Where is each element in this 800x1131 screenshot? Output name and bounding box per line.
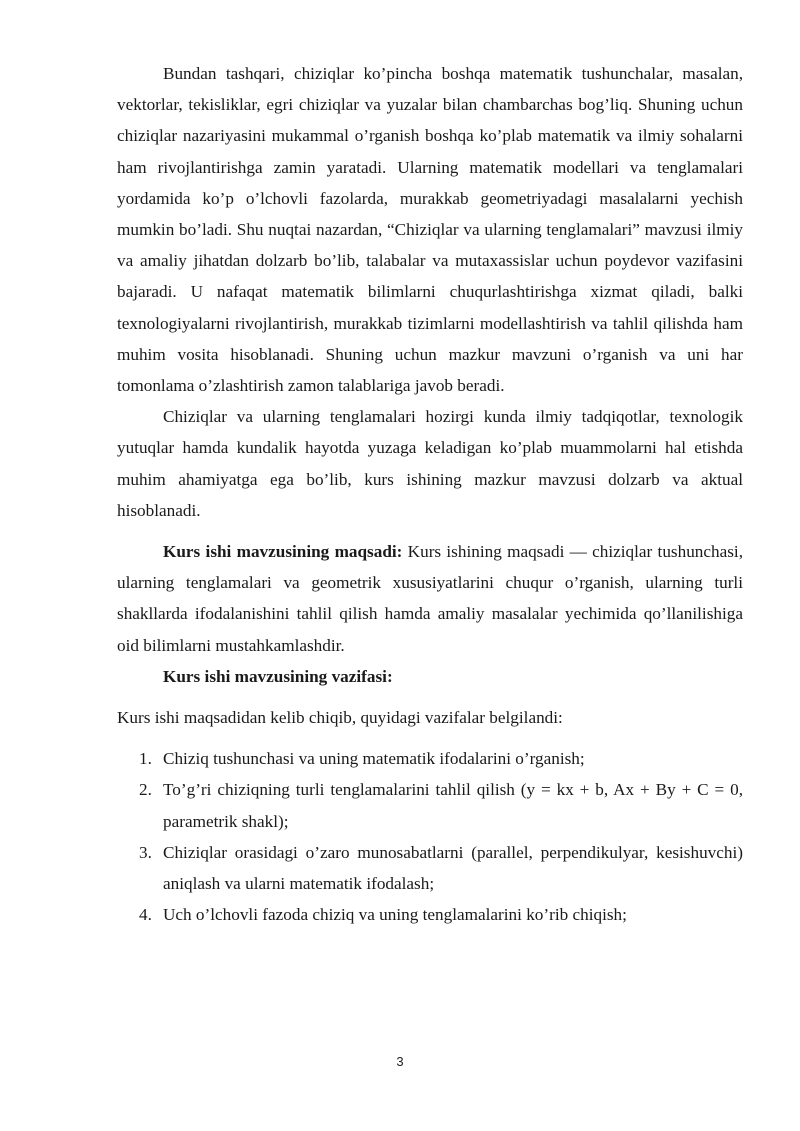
list-item — [117, 837, 743, 899]
tasks-heading: Kurs ishi mavzusining vazifasi: — [163, 666, 393, 686]
list-item-text: Chiziq tushunchasi va uning matematik ifodalarini o’rganish; — [163, 749, 585, 769]
paragraph-intro: Bundan tashqari, chiziqlar ko’pincha boshqa matematik tushunchalar, masalan, vektorlar, tekisliklar, egri chiziqlar va yuzalar bilan chambarchas bog’liq. Shuning uchun chiziqlar nazariyasini mukammal o’rganish boshqa ko’plab matematik va ilmiy sohalarni ham rivojlantirishga zamin yaratadi. Ularning matematik modellari va tenglamalari yordamida ko’p o’lchovli fazolarda, murakkab geometriyadagi masalalarni yechish mumkin bo’ladi. Shu nuqtai nazardan, “Chiziqlar va ularning tenglamalari” mavzusi ilmiy va amaliy jihatdan dolzarb bo’lib, talabalar va mutaxassislar uchun poydevor vazifasini bajaradi. U nafaqat matematik bilimlarni chuqurlashtirishga xizmat qiladi, balki texnologiyalarni rivojlantirish, murakkab tizimlarni modellashtirish va tahlil qilishda ham muhim vosita hisoblanadi. Shuning uchun mazkur mavzuni o’rganish va uni har tomonlama o’zlashtirish zamon talablariga javob beradi. — [117, 64, 743, 396]
page-number: 3 — [396, 1054, 404, 1069]
list-item — [117, 774, 743, 836]
list-item — [117, 899, 743, 930]
list-item-number: 3. — [139, 842, 152, 862]
list-item — [117, 743, 743, 774]
tasks-list — [117, 743, 743, 930]
list-item-text: To’g’ri chiziqning turli tenglamalarini tahlil qilish (y = kx + b, Ax + By + C = 0, parametrik shakl); — [163, 780, 743, 831]
list-item-number: 2. — [139, 780, 152, 800]
list-item-text: Uch o’lchovli fazoda chiziq va uning tenglamalarini ko’rib chiqish; — [163, 905, 627, 925]
paragraph-goal — [117, 536, 743, 661]
goal-label: Kurs ishi mavzusining maqsadi: — [163, 542, 403, 562]
tasks-intro: Kurs ishi maqsadidan kelib chiqib, quyidagi vazifalar belgilandi: — [117, 708, 563, 728]
list-item-number: 4. — [139, 905, 152, 925]
list-item-text: Chiziqlar orasidagi o’zaro munosabatlarni (parallel, perpendikulyar, kesishuvchi) aniqlash va ularni matematik ifodalash; — [163, 842, 743, 894]
list-item-number: 1. — [139, 749, 152, 769]
paragraph-relevance: Chiziqlar va ularning tenglamalari hozirgi kunda ilmiy tadqiqotlar, texnologik yutuqlar hamda kundalik hayotda yuzaga keladigan ko’plab muammolarni hal etishda muhim ahamiyatga ega bo’lib, kurs ishining mazkur mavzusi dolzarb va aktual hisoblanadi. — [117, 407, 743, 520]
goal-text: Kurs ishining maqsadi — chiziqlar tushunchasi, ularning tenglamalari va geometrik xususiyatlarini chuqur o’rganish, ularning turli shakllarda ifodalanishini tahlil qilish hamda amaliy masalalar yechimida qo’llanilishiga oid bilimlarni mustahkamlashdir. — [117, 542, 743, 655]
